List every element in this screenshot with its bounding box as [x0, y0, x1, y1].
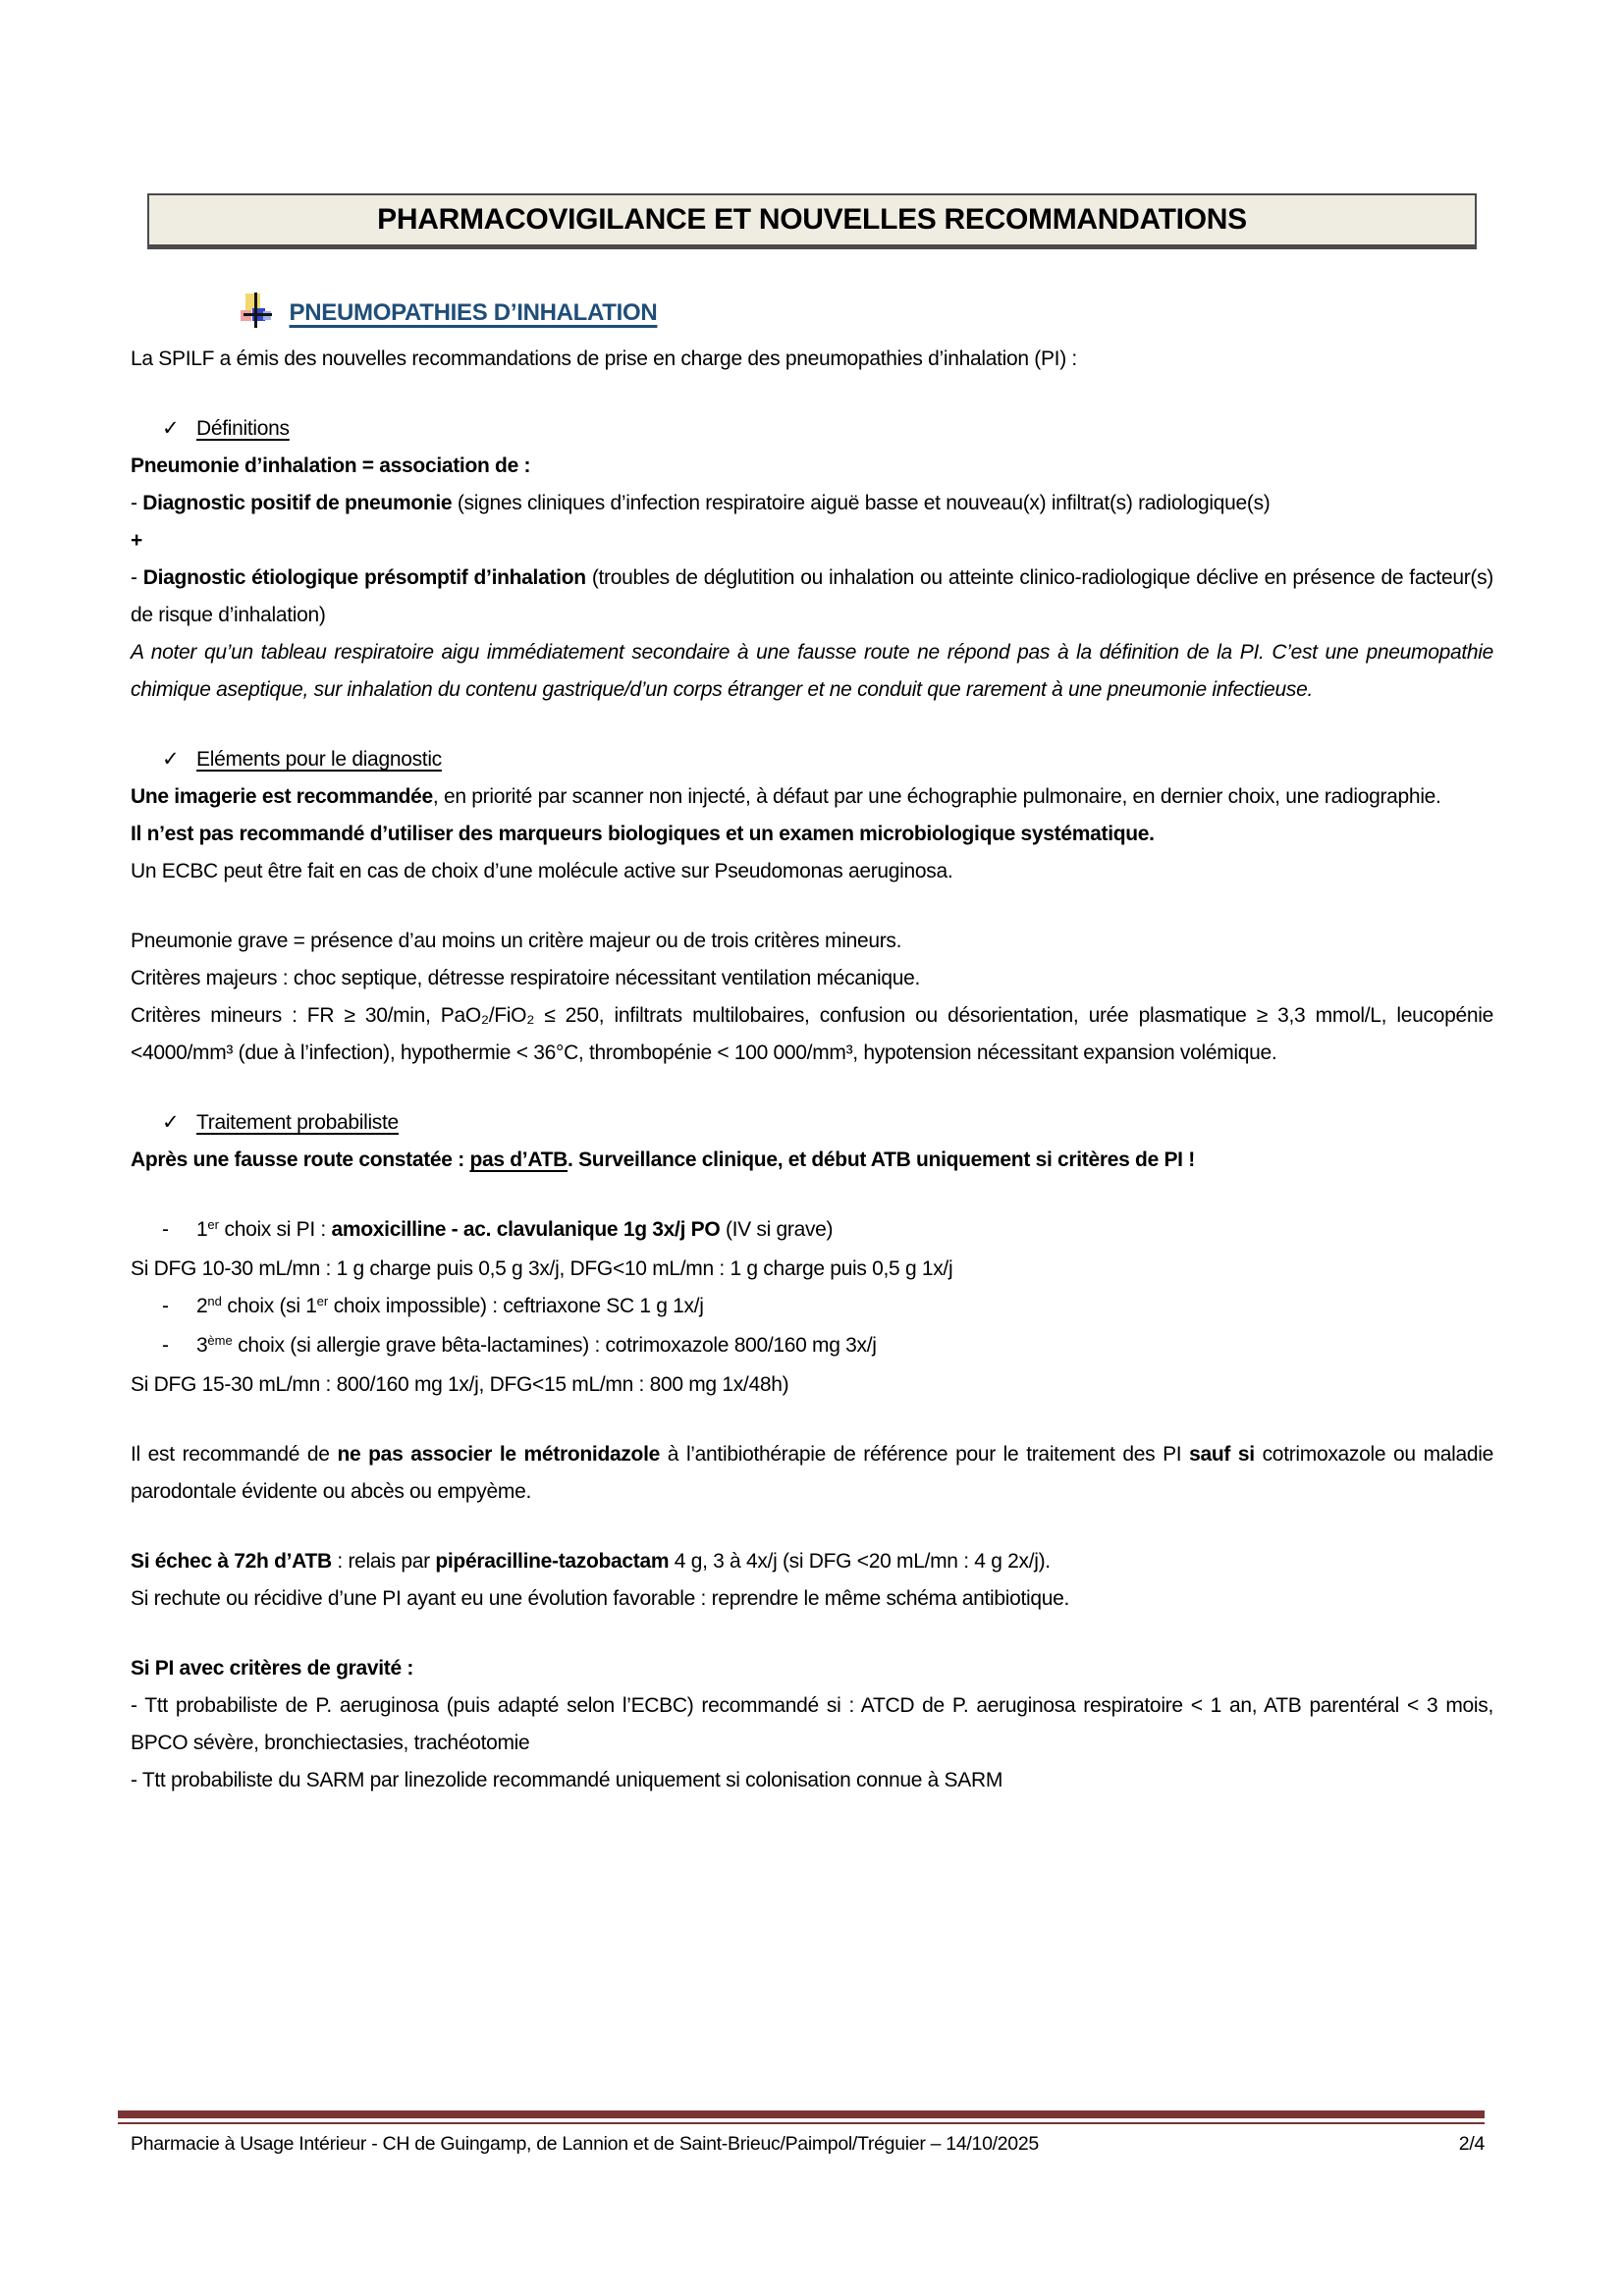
subheading-traitement-probabiliste: ✓ Traitement probabiliste	[162, 1111, 399, 1134]
dfg-cotrimoxazole-paragraph: Si DFG 15-30 mL/mn : 800/160 mg 1x/j, DFG<15 mL/mn : 800 mg 1x/48h)	[131, 1373, 789, 1396]
spacer	[131, 378, 1493, 410]
ecbc-paragraph: Un ECBC peut être fait en cas de choix d’une molécule active sur Pseudomonas aeruginosa.	[131, 860, 953, 882]
definition-lead: Pneumonie d’inhalation = association de :	[131, 454, 531, 477]
choix-3-item: - 3ème choix (si allergie grave bêta-lactamines) : cotrimoxazole 800/160 mg 3x/j	[162, 1333, 877, 1357]
page-footer	[118, 2110, 1485, 2156]
spacer	[131, 1511, 1493, 1543]
spacer	[131, 1618, 1493, 1650]
choix-1-item: - 1er choix si PI : amoxicilline - ac. clavulanique 1g 3x/j PO (IV si grave)	[162, 1217, 834, 1241]
section-title: PNEUMOPATHIES D’INHALATION	[289, 299, 658, 326]
spacer	[131, 709, 1493, 741]
rechute-paragraph: Si rechute ou récidive d’une PI ayant eu une évolution favorable : reprendre le même schéma antibiotique.	[131, 1587, 1070, 1610]
ttt-aeruginosa-paragraph: - Ttt probabiliste de P. aeruginosa (puis adapté selon l’ECBC) recommandé si : ATCD de P. aeruginosa respiratoire < 1 an, ATB parentéral < 3 mois, BPCO sévère, bronchiectasies, trachéotomie	[131, 1694, 1493, 1754]
subheading-elements-diagnostic: ✓ Eléments pour le diagnostic	[162, 748, 442, 771]
page-number: 2/4	[1458, 2133, 1485, 2155]
colored-cross-bullet-icon	[241, 293, 272, 328]
ttt-sarm-paragraph: - Ttt probabiliste du SARM par linezolide recommandé uniquement si colonisation connue à SARM	[131, 1769, 1003, 1791]
criteres-majeurs-paragraph: Critères majeurs : choc septique, détresse respiratoire nécessitant ventilation mécanique.	[131, 967, 921, 989]
spacer	[131, 1179, 1493, 1211]
choix-2-item: - 2nd choix (si 1er choix impossible) : ceftriaxone SC 1 g 1x/j	[162, 1294, 704, 1317]
footer-row	[118, 2124, 1485, 2156]
spacer	[131, 890, 1493, 923]
fausse-route-paragraph: Après une fausse route constatée : pas d’ATB. Surveillance clinique, et début ATB uniquement si critères de PI !	[131, 1148, 1195, 1171]
footer-text: Pharmacie à Usage Intérieur - CH de Guingamp, de Lannion et de Saint-Brieuc/Paimpol/Tréguier – 14/10/2025	[131, 2133, 1039, 2155]
criteres-mineurs-paragraph: Critères mineurs : FR ≥ 30/min, PaO₂/FiO₂ ≤ 250, infiltrats multilobaires, confusion ou désorientation, urée plasmatique ≥ 3,3 mmol/L, leucopénie <4000/mm³ (due à l’infection), hypothermie < 36°C, thrombopénie < 100 000/mm³, hypotension nécessitant expansion volémique.	[131, 1004, 1493, 1064]
gravite-lead: Si PI avec critères de gravité :	[131, 1657, 414, 1680]
document-title: PHARMACOVIGILANCE ET NOUVELLES RECOMMANDATIONS	[377, 203, 1247, 236]
spacer	[131, 1072, 1493, 1104]
title-box	[147, 193, 1477, 249]
echec-72h-paragraph: Si échec à 72h d’ATB : relais par pipéracilline-tazobactam 4 g, 3 à 4x/j (si DFG <20 mL/mn : 4 g 2x/j).	[131, 1550, 1051, 1573]
metronidazole-paragraph: Il est recommandé de ne pas associer le métronidazole à l’antibiothérapie de référence pour le traitement des PI sauf si cotrimoxazole ou maladie parodontale évidente ou abcès ou empyème.	[131, 1443, 1494, 1503]
document-content	[131, 293, 1493, 1799]
marqueurs-paragraph: Il n’est pas recommandé d’utiliser des marqueurs biologiques et un examen microbiologique systématique.	[131, 823, 1155, 845]
definition-diagnostic-positif: - Diagnostic positif de pneumonie (signes cliniques d’infection respiratoire aiguë basse et nouveau(x) infiltrat(s) radiologique(s)	[131, 492, 1271, 514]
section-heading	[131, 293, 1493, 333]
spacer	[131, 1404, 1493, 1436]
subheading-definitions: ✓ Définitions	[162, 417, 290, 440]
document-body	[131, 341, 1493, 1799]
note-italic: A noter qu’un tableau respiratoire aigu immédiatement secondaire à une fausse route ne répond pas à la définition de la PI. C’est une pneumopathie chimique aseptique, sur inhalation du contenu gastrique/d’un corps étranger et ne conduit que rarement à une pneumonie infectieuse.	[131, 641, 1493, 701]
dfg-amox-paragraph: Si DFG 10-30 mL/mn : 1 g charge puis 0,5 g 3x/j, DFG<10 mL/mn : 1 g charge puis 0,5 g 1x/j	[131, 1257, 953, 1280]
footer-rule-thick	[118, 2110, 1485, 2118]
plus-sign-line: +	[131, 529, 142, 552]
pneumonie-grave-paragraph: Pneumonie grave = présence d’au moins un critère majeur ou de trois critères mineurs.	[131, 930, 902, 952]
intro-paragraph: La SPILF a émis des nouvelles recommandations de prise en charge des pneumopathies d’inhalation (PI) :	[131, 347, 1077, 370]
imagerie-paragraph: Une imagerie est recommandée, en priorité par scanner non injecté, à défaut par une échographie pulmonaire, en dernier choix, une radiographie.	[131, 785, 1441, 808]
definition-diagnostic-etiologique: - Diagnostic étiologique présomptif d’inhalation (troubles de déglutition ou inhalation ou atteinte clinico-radiologique déclive en présence de facteur(s) de risque d’inhalation)	[131, 566, 1493, 626]
